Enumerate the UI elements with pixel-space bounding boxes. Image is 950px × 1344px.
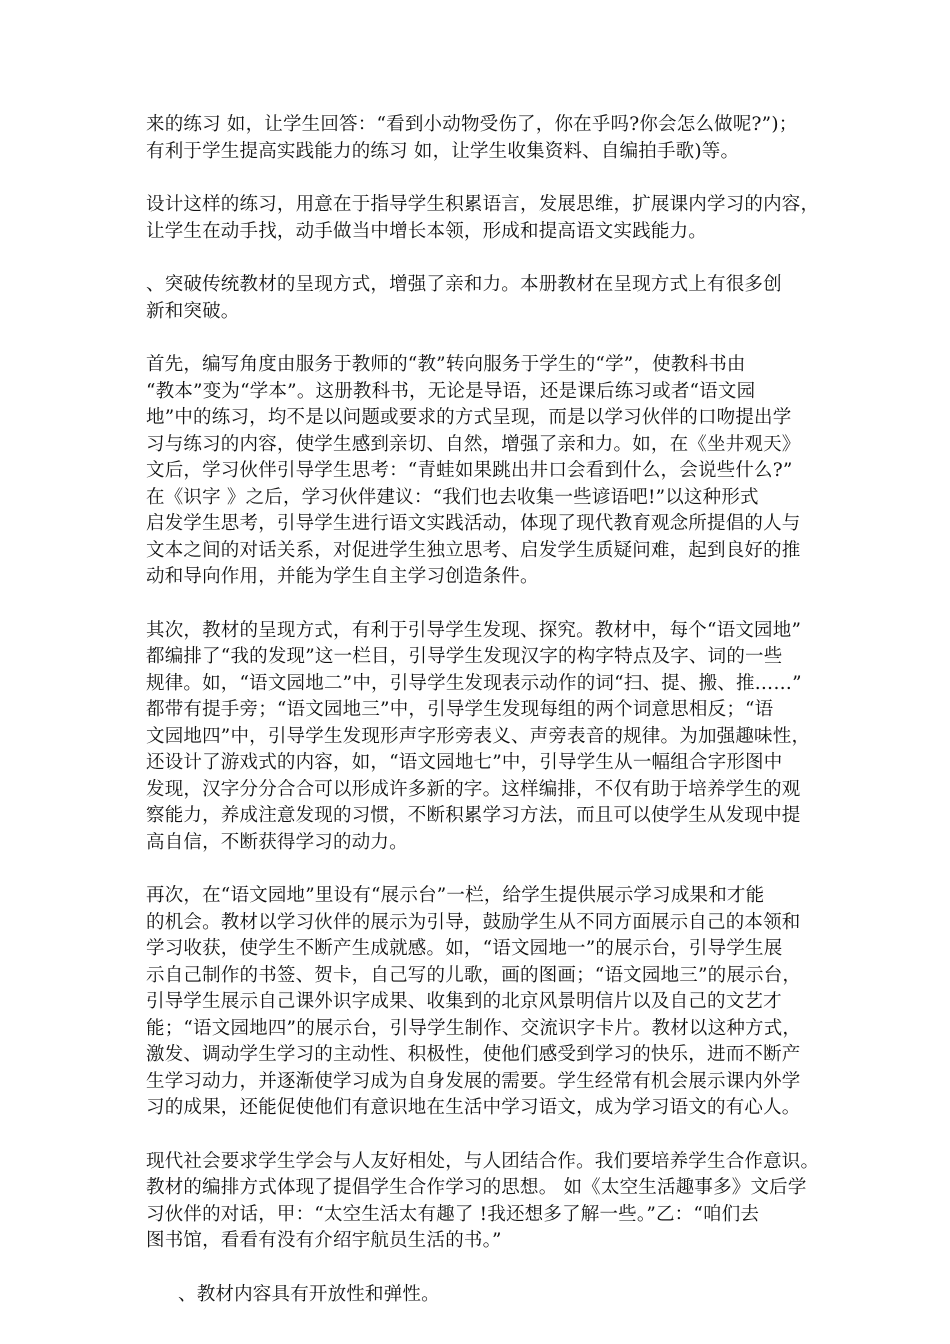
text-line: 文后，学习伙伴引导学生思考：“青蛙如果跳出井口会看到什么，会说些什么?” [146,460,793,481]
text-line: 文本之间的对话关系，对促进学生独立思考、启发学生质疑问难，起到良好的推 [146,539,801,561]
text-line: 能；“语文园地四”的展示台，引导学生制作、交流识字卡片。教材以这种方式， [146,1017,802,1039]
text-line: 图书馆，看看有没有介绍宇航员生活的书。” [146,1230,502,1251]
text-line: 都带有提手旁；“语文园地三”中，引导学生发现每组的两个词意思相反；“语 [146,699,774,720]
paragraph-6 [146,883,816,1122]
document-body [146,112,820,1335]
text-line: 有利于学生提高实践能力的练习 如，让学生收集资料、自编拍手歌)等。 [146,140,740,162]
text-line: 习与练习的内容，使学生感到亲切、自然，增强了亲和力。如，在《坐井观天》 [146,433,801,455]
text-line: 引导学生展示自己课外识字成果、收集到的北京风景明信片以及自己的文艺才 [146,991,782,1012]
text-line: 现代社会要求学生学会与人友好相处，与人团结合作。我们要培养学生合作意识。 [146,1150,820,1172]
text-line: 习伙伴的对话，甲：“太空生活太有趣了 !我还想多了解一些。”乙：“咱们去 [146,1203,760,1225]
section-heading [146,1282,816,1309]
text-line: 的机会。教材以学习伙伴的展示为引导，鼓励学生从不同方面展示自己的本领和 [146,911,801,933]
paragraph-1 [146,112,816,165]
paragraph-2 [146,192,820,245]
paragraph-4 [146,352,816,591]
text-line: “教本”变为“学本”。这册教科书，无论是导语，还是课后练习或者“语文园 [146,380,756,402]
text-line: 生学习动力，并逐渐使学习成为自身发展的需要。学生经常有机会展示课内外学 [146,1070,801,1092]
text-line: 察能力，养成注意发现的习惯，不断积累学习方法，而且可以使学生从发现中提 [146,805,801,826]
text-line: 发现，汉字分分合合可以形成许多新的字。这样编排，不仅有助于培养学生的观 [146,778,801,800]
text-line: 新和突破。 [146,300,240,322]
text-line: 高自信，不断获得学习的动力。 [146,831,408,853]
text-line: 习的成果，还能促使他们有意识地在生活中学习语文，成为学习语文的有心人。 [146,1097,801,1118]
text-line: 文园地四”中，引导学生发现形声字形旁表义、声旁表音的规律。为加强趣味性， [146,725,811,747]
text-line: 教材的编排方式体现了提倡学生合作学习的思想。 如《太空生活趣事多》文后学 [146,1177,807,1198]
text-line: 、教材内容具有开放性和弹性。 [178,1283,440,1305]
text-line: 还设计了游戏式的内容，如，“语文园地七”中，引导学生从一幅组合字形图中 [146,752,783,773]
text-line: 示自己制作的书签、贺卡，自己写的儿歌，画的图画；“语文园地三”的展示台， [146,964,802,986]
text-line: 学习收获，使学生不断产生成就感。如，“语文园地一”的展示台，引导学生展 [146,938,783,959]
text-line: 地”中的练习，均不是以问题或要求的方式呈现，而是以学习伙伴的口吻提出学 [146,407,792,428]
text-line: 让学生在动手找，动手做当中增长本领，形成和提高语文实践能力。 [146,220,708,242]
text-line: 其次，教材的呈现方式，有利于引导学生发现、探究。教材中，每个“语文园地” [146,619,802,641]
text-line: 再次，在“语文园地”里设有“展示台”一栏，给学生提供展示学习成果和才能 [146,885,765,906]
paragraph-3 [146,272,816,325]
paragraph-7 [146,1149,820,1255]
text-line: 来的练习 如，让学生回答：“看到小动物受伤了，你在乎吗?你会怎么做呢?”)； [146,114,798,135]
text-line: 在《识字 》之后，学习伙伴建议：“我们也去收集一些谚语吧!”以这种形式 [146,486,759,508]
text-line: 启发学生思考，引导学生进行语文实践活动，体现了现代教育观念所提倡的人与 [146,513,801,534]
text-line: 、突破传统教材的呈现方式，增强了亲和力。本册教材在呈现方式上有很多创 [146,274,782,295]
text-line: 动和导向作用，并能为学生自主学习创造条件。 [146,566,539,587]
text-line: 规律。如，“语文园地二”中，引导学生发现表示动作的词“扫、提、搬、推……” [146,672,802,694]
text-line: 都编排了“我的发现”这一栏目，引导学生发现汉字的构字特点及字、词的一些 [146,646,783,667]
text-line: 设计这样的练习，用意在于指导学生积累语言，发展思维，扩展课内学习的内容， [146,194,820,215]
text-line: 激发、调动学生学习的主动性、积极性，使他们感受到学习的快乐，进而不断产 [146,1044,801,1065]
text-line: 首先，编写角度由服务于教师的“教”转向服务于学生的“学”，使教科书由 [146,354,746,375]
paragraph-5 [146,618,816,857]
